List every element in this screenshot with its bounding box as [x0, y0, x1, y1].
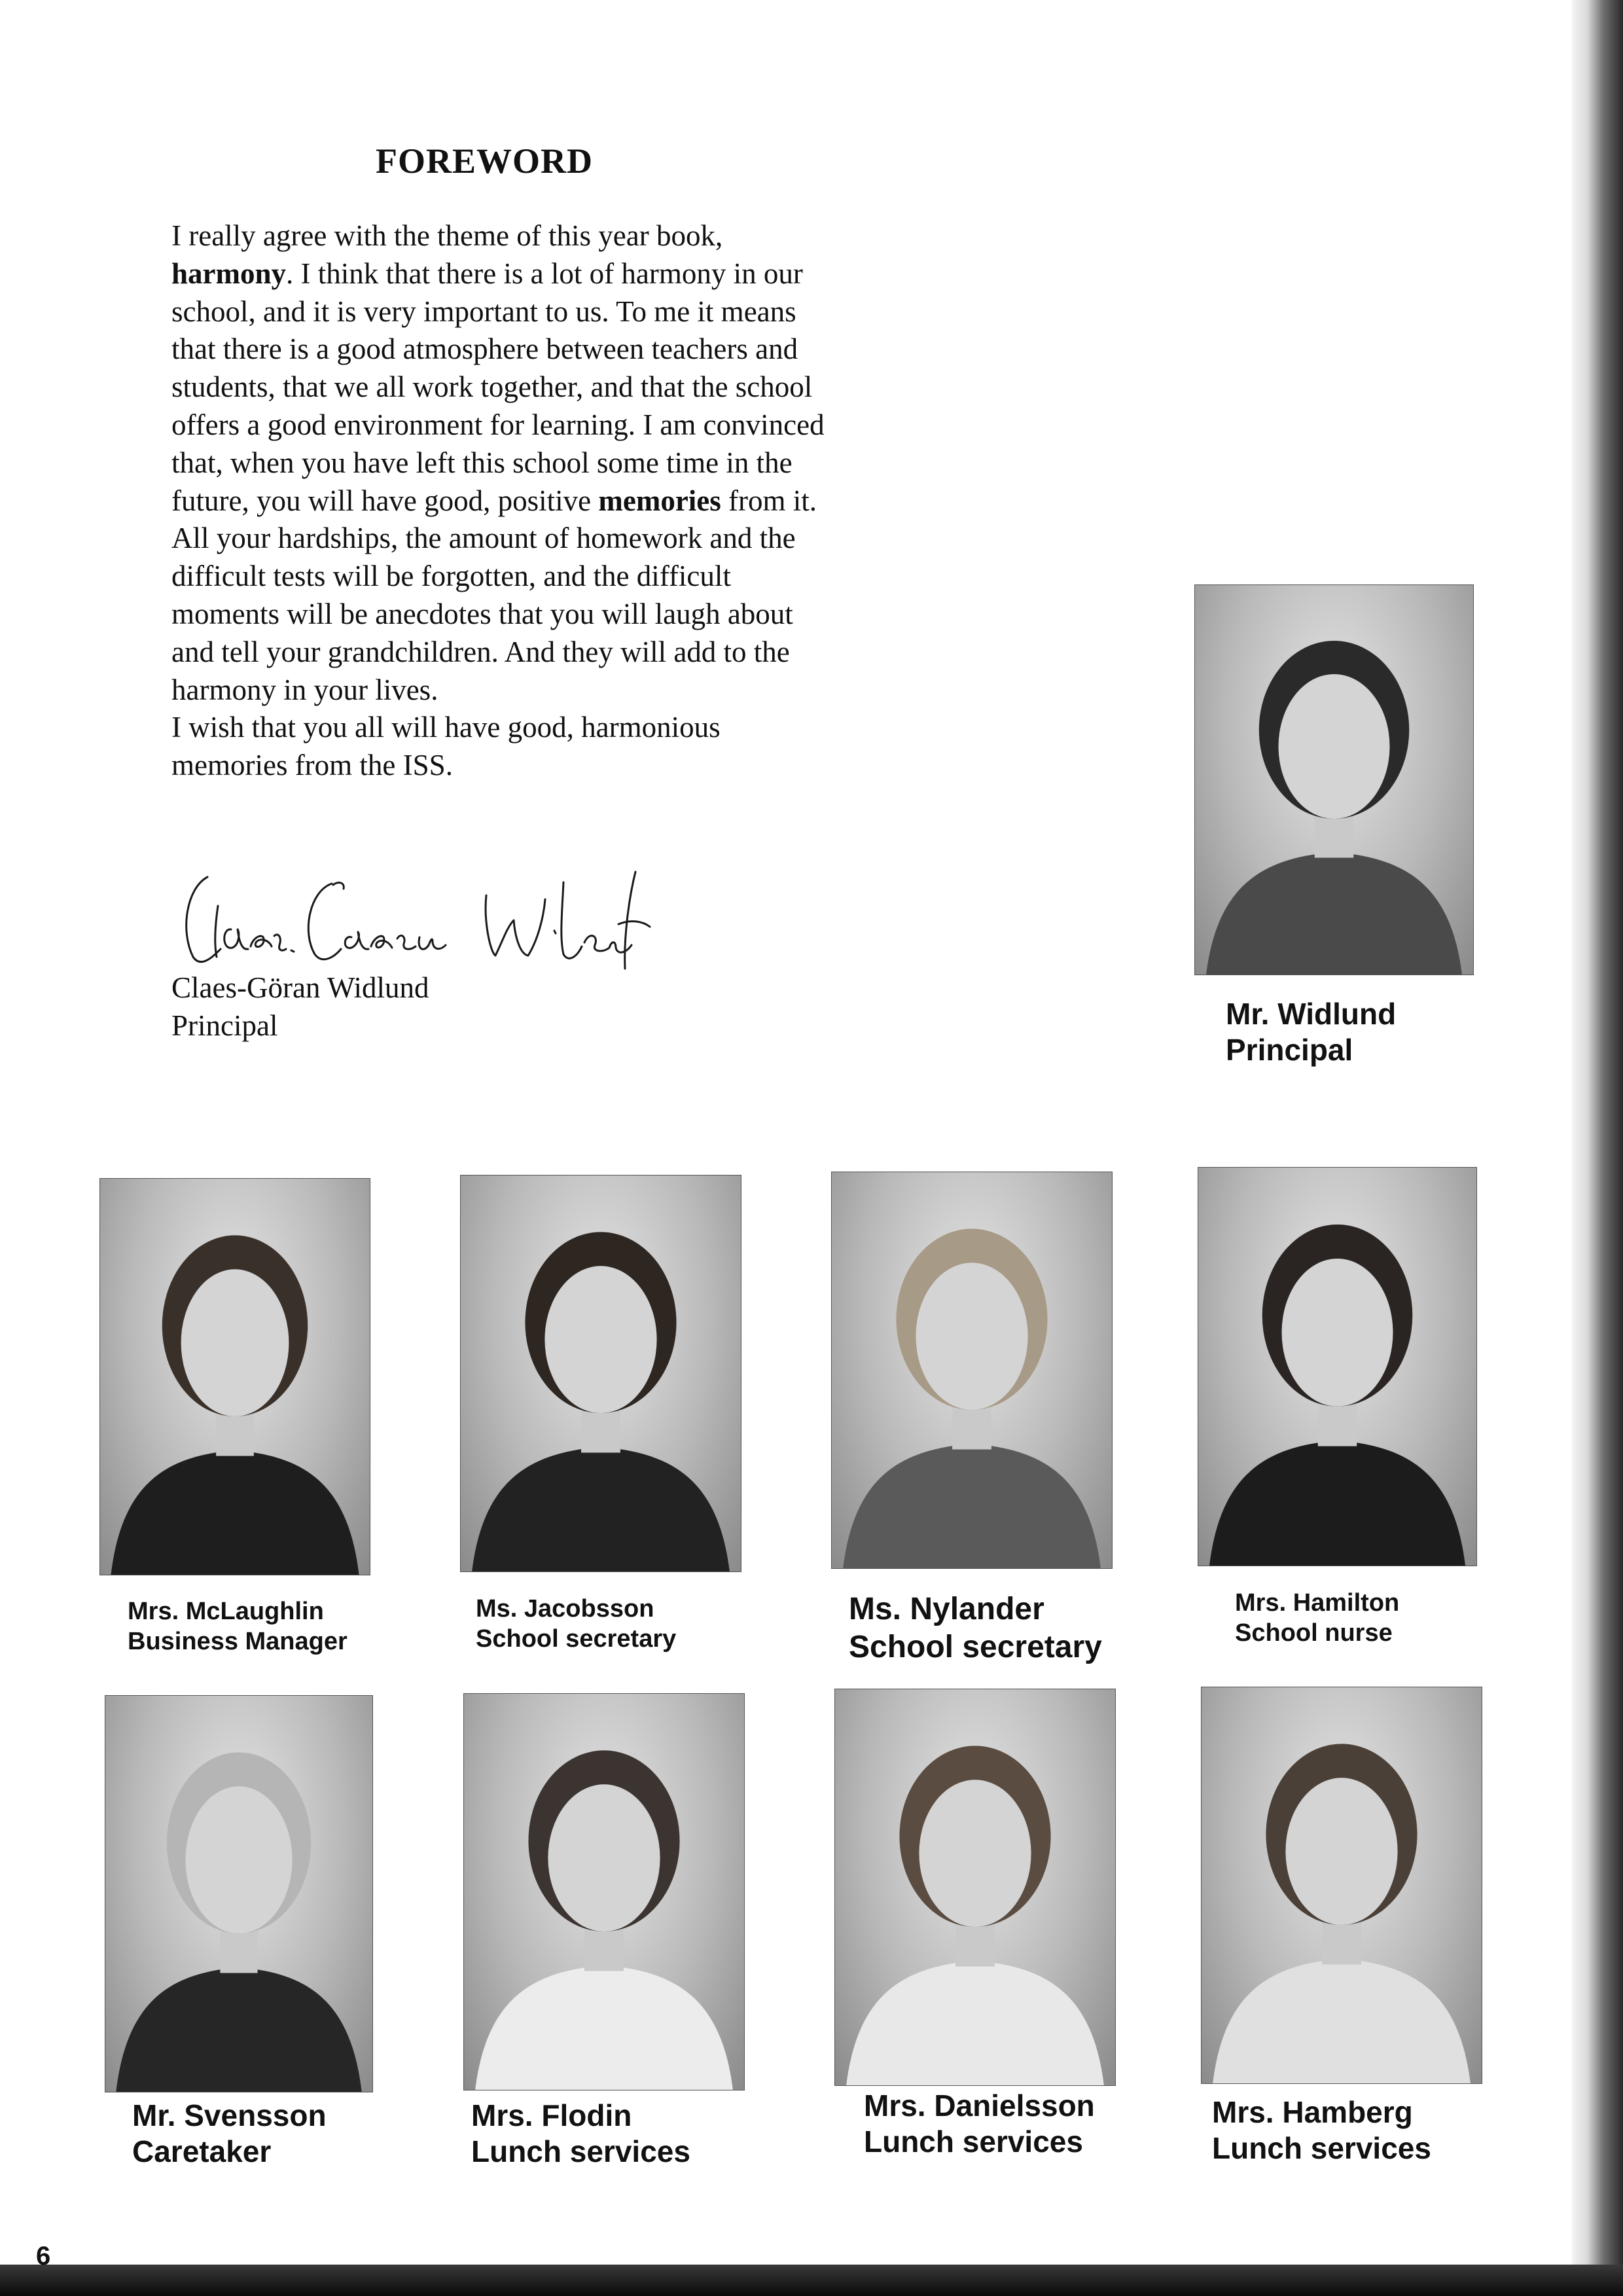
staff-name: Mrs. Danielsson: [864, 2089, 1095, 2123]
face-shape: [1282, 1259, 1393, 1407]
face-shape: [1285, 1778, 1397, 1925]
harmony-emphasis: harmony: [171, 257, 287, 290]
staff-role: Caretaker: [132, 2134, 272, 2169]
portrait-photo-nylander: [831, 1172, 1113, 1569]
portrait-photo-hamilton: [1198, 1167, 1477, 1566]
shoulders-shape: [111, 1450, 359, 1575]
portrait-photo-flodin: [463, 1693, 745, 2090]
portrait-photo-svensson: [105, 1695, 373, 2092]
shoulders-shape: [1206, 852, 1462, 975]
memories-emphasis: memories: [598, 484, 721, 517]
shoulders-shape: [1209, 1441, 1465, 1566]
portrait-silhouette: [1202, 1687, 1482, 2083]
portrait-photo-mclaughlin: [99, 1178, 370, 1575]
book-spine-shadow: [1572, 0, 1623, 2296]
foreword-title: FOREWORD: [376, 141, 593, 181]
face-shape: [1279, 674, 1390, 819]
shoulders-shape: [846, 1961, 1104, 2085]
caption-nylander: [849, 1590, 1102, 1666]
caption-jacobsson: [476, 1594, 676, 1654]
staff-name: Mr. Svensson: [132, 2098, 327, 2132]
staff-role: Lunch services: [864, 2125, 1083, 2159]
portrait-photo-danielsson: [834, 1689, 1116, 2086]
staff-role: School nurse: [1235, 1619, 1393, 1647]
caption-danielsson: [864, 2088, 1095, 2160]
foreword-body: [171, 217, 826, 785]
portrait-silhouette: [1195, 585, 1473, 975]
face-shape: [185, 1786, 292, 1933]
foreword-paragraph-1: I really agree with the theme of this year book, harmony. I think that there is a lot of harmony in our school, and it is very important to us. To me it means that there is a good atmosphere between teachers and students, that we all work together, and that the school offers a good environment for learning. I am convinced that, when you have left this school some time in the future, you will have good, positive memories from it. All your hardships, the amount of homework and the difficult tests will be forgotten, and the difficult moments will be anecdotes that you will laugh about and tell your grandchildren. And they will add to the harmony in your lives.: [171, 219, 825, 706]
face-shape: [548, 1784, 660, 1931]
signer-name: Claes-Göran Widlund: [171, 971, 429, 1004]
staff-role: Business Manager: [128, 1627, 348, 1655]
portrait-silhouette: [461, 1175, 741, 1571]
shoulders-shape: [843, 1444, 1101, 1568]
staff-name: Mr. Widlund: [1226, 997, 1397, 1031]
caption-mclaughlin: [128, 1597, 348, 1657]
staff-name: Ms. Jacobsson: [476, 1595, 654, 1623]
staff-role: Principal: [1226, 1033, 1353, 1067]
caption-widlund: [1226, 996, 1396, 1068]
face-shape: [181, 1269, 289, 1416]
foreword-paragraph-2: I wish that you all will have good, harmonious memories from the ISS.: [171, 711, 721, 782]
portrait-silhouette: [1198, 1168, 1476, 1566]
signer-block: [171, 969, 429, 1045]
portrait-photo-widlund: [1194, 584, 1474, 975]
staff-name: Mrs. Hamberg: [1212, 2095, 1413, 2129]
staff-role: School secretary: [849, 1629, 1102, 1664]
face-shape: [916, 1263, 1027, 1410]
page-number: 6: [36, 2242, 51, 2270]
portrait-silhouette: [464, 1694, 744, 2090]
portrait-photo-hamberg: [1201, 1687, 1482, 2084]
staff-name: Mrs. Hamilton: [1235, 1589, 1400, 1617]
caption-hamilton: [1235, 1588, 1399, 1648]
portrait-silhouette: [105, 1696, 372, 2092]
caption-flodin: [471, 2098, 690, 2170]
staff-name: Ms. Nylander: [849, 1592, 1044, 1626]
portrait-silhouette: [835, 1689, 1115, 2085]
shoulders-shape: [475, 1965, 733, 2090]
handwritten-signature: [167, 859, 651, 970]
scan-bottom-edge: [0, 2265, 1623, 2296]
staff-role: Lunch services: [471, 2134, 690, 2169]
signer-role: Principal: [171, 1009, 278, 1042]
shoulders-shape: [472, 1447, 730, 1571]
portrait-silhouette: [832, 1172, 1112, 1568]
shoulders-shape: [1213, 1959, 1471, 2083]
shoulders-shape: [116, 1967, 361, 2092]
face-shape: [544, 1266, 656, 1413]
staff-name: Mrs. McLaughlin: [128, 1598, 324, 1625]
portrait-silhouette: [100, 1179, 370, 1575]
caption-svensson: [132, 2098, 327, 2170]
caption-hamberg: [1212, 2094, 1431, 2166]
staff-name: Mrs. Flodin: [471, 2098, 632, 2132]
staff-role: Lunch services: [1212, 2131, 1431, 2166]
face-shape: [919, 1780, 1031, 1927]
staff-role: School secretary: [476, 1624, 677, 1653]
portrait-photo-jacobsson: [460, 1175, 741, 1572]
